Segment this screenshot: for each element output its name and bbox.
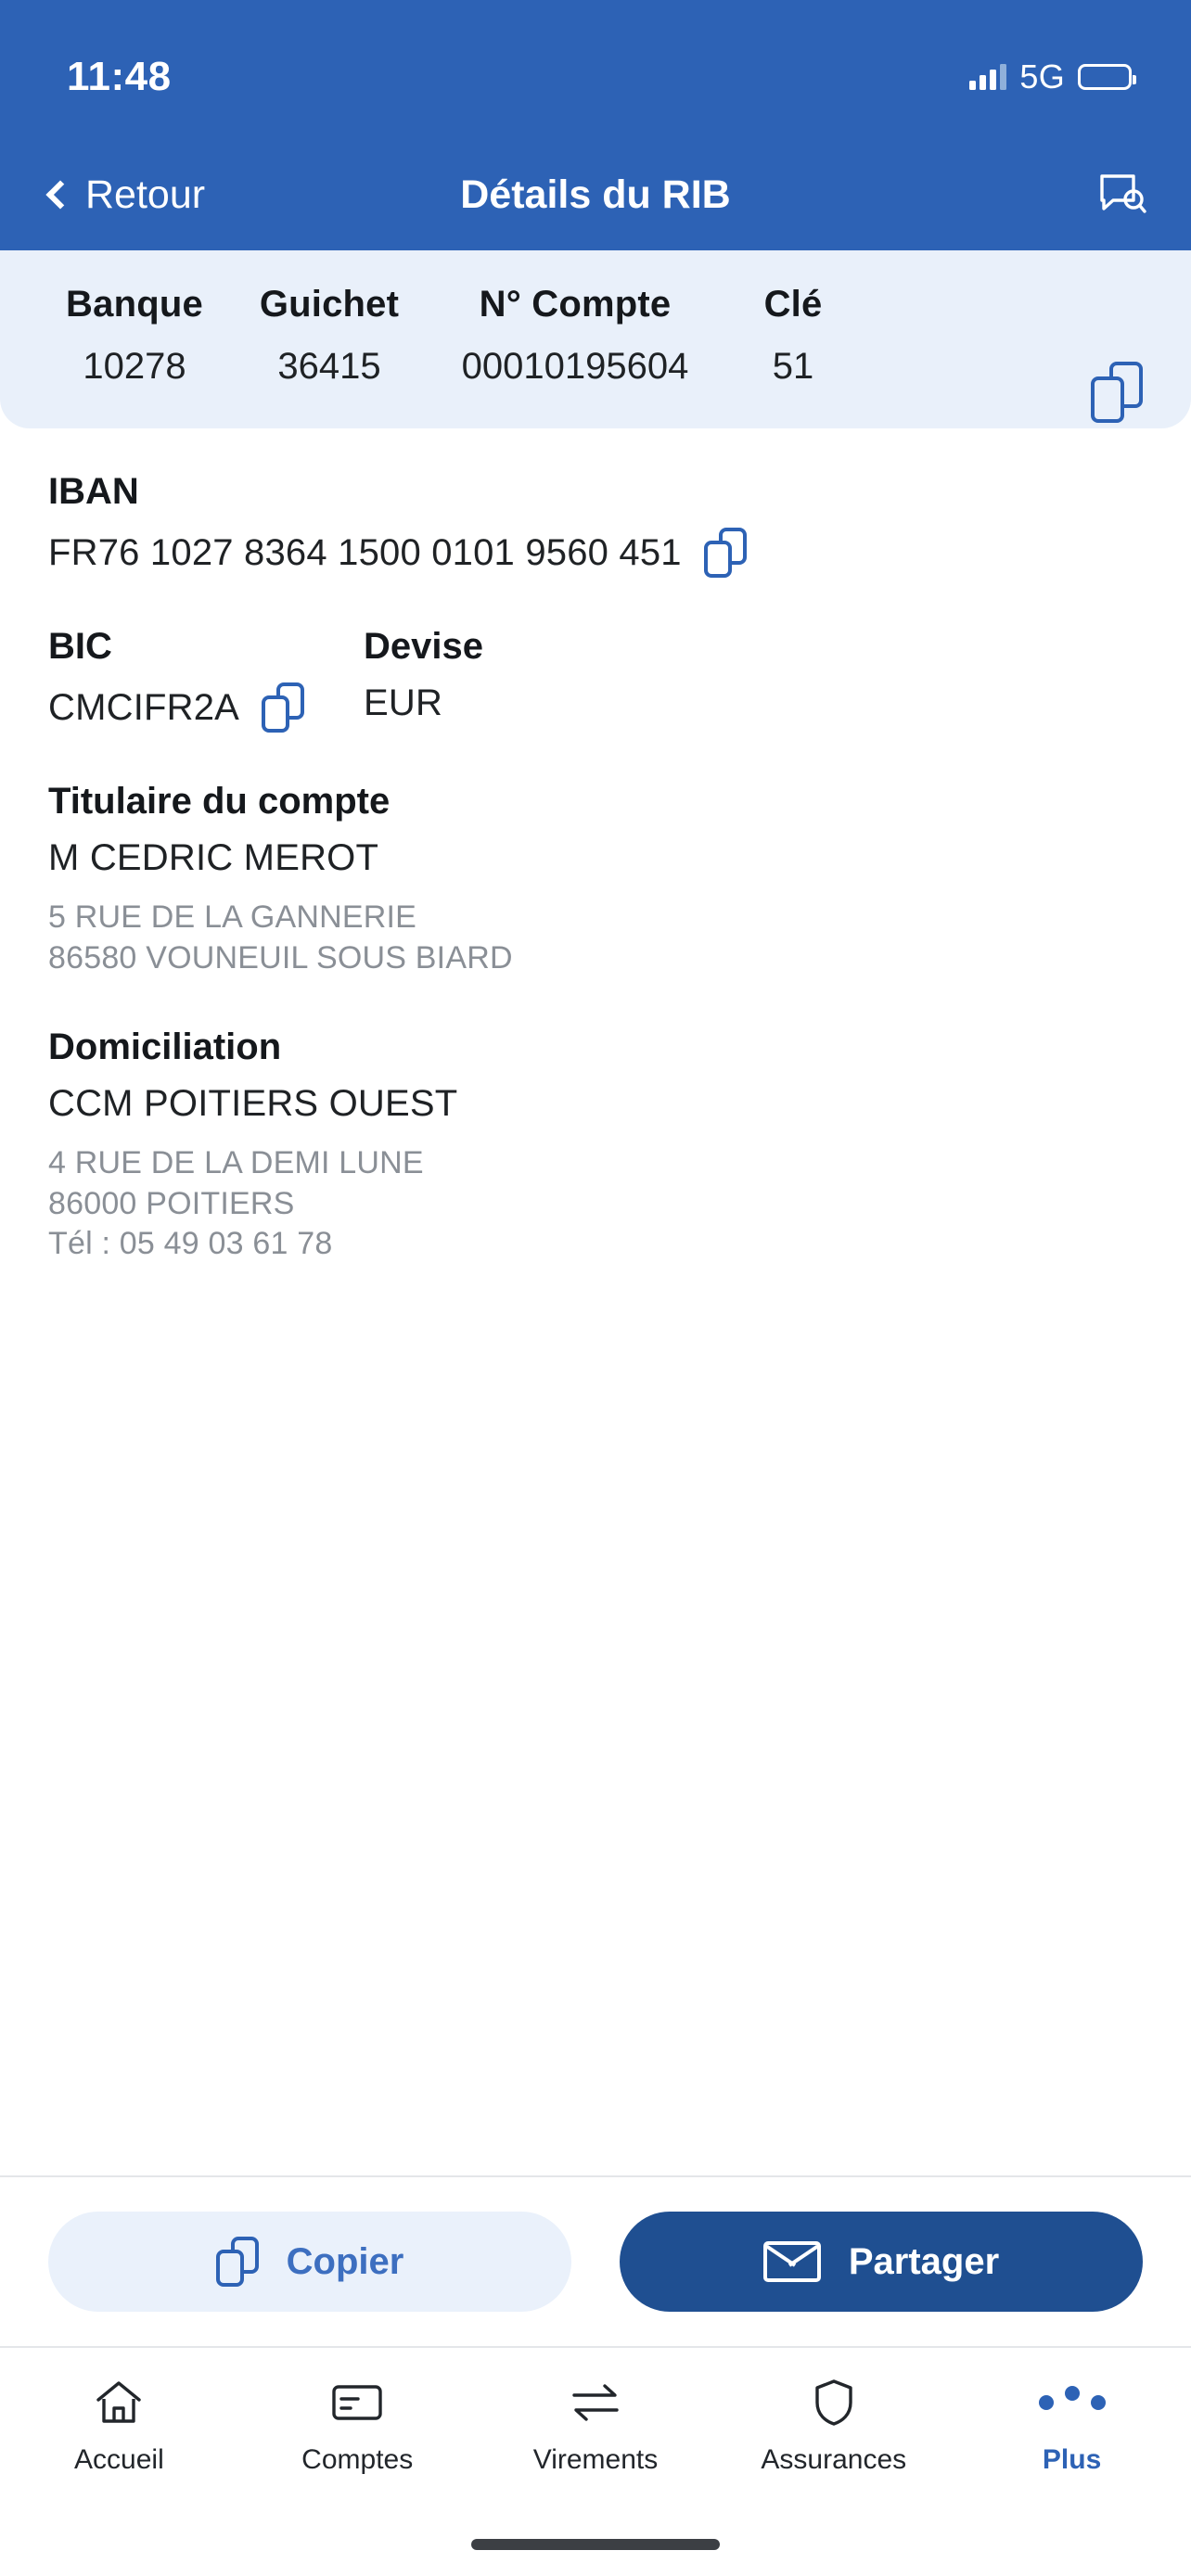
copy-button-label: Copier [286,2240,404,2282]
bic-field [48,626,364,733]
rib-columns [37,284,1154,388]
message-search-button[interactable] [1098,172,1146,218]
message-search-icon [1098,172,1146,218]
copy-bic-button[interactable] [262,682,304,733]
rib-summary-card [0,250,1191,428]
rib-value-guichet: 36415 [277,346,381,387]
back-button[interactable] [45,172,205,218]
envelope-icon [763,2241,821,2282]
iban-value: FR76 1027 8364 1500 0101 9560 451 [48,531,682,573]
more-dots-icon [1039,2376,1106,2429]
rib-header-banque: Banque [66,284,203,325]
tab-accueil[interactable] [0,2376,238,2476]
rib-value-compte: 00010195604 [461,346,689,387]
account-holder-field [48,781,1143,978]
account-holder-address-line-2: 86580 VOUNEUIL SOUS BIARD [48,939,513,976]
back-button-label: Retour [85,172,206,217]
page-title: Détails du RIB [460,172,731,217]
share-button[interactable] [620,2212,1143,2312]
account-holder-name: M CEDRIC MEROT [48,837,379,878]
bic-devise-row [48,626,1143,733]
tab-plus[interactable] [953,2376,1191,2476]
rib-value-banque: 10278 [83,346,186,387]
copy-iban-button[interactable] [704,528,747,578]
transfer-arrows-icon [569,2376,622,2429]
account-holder-address-line-1: 5 RUE DE LA GANNERIE [48,899,417,935]
rib-column-cle [724,284,863,388]
rib-header-cle: Clé [763,284,823,325]
devise-value: EUR [364,682,443,723]
branch-address-line-2: 86000 POITIERS [48,1185,295,1221]
status-time: 11:48 [67,54,172,99]
branch-field [48,1027,1143,1265]
bic-value: CMCIFR2A [48,686,240,728]
rib-column-banque [37,284,232,388]
status-indicators [969,57,1132,96]
devise-field [364,626,483,733]
signal-bars-icon [969,64,1006,90]
status-bar [0,0,1191,139]
card-icon [330,2376,384,2429]
branch-phone: Tél : 05 49 03 61 78 [48,1226,333,1262]
tab-comptes[interactable] [238,2376,477,2476]
navigation-bar [0,139,1191,250]
rib-details [0,428,1191,1265]
shield-icon [812,2376,856,2429]
tab-virements-label: Virements [532,2444,659,2475]
copy-icon [1091,362,1143,423]
tab-plus-label: Plus [1042,2444,1102,2475]
iban-label: IBAN [48,471,139,512]
tab-assurances-label: Assurances [761,2444,907,2475]
copy-icon [216,2237,259,2287]
copy-rib-button[interactable] [1091,362,1143,427]
share-button-label: Partager [848,2240,1000,2282]
rib-column-compte [427,284,724,388]
network-type-label: 5G [1019,57,1065,96]
iban-field [48,471,1143,578]
tab-virements[interactable] [477,2376,715,2476]
home-icon [94,2376,144,2429]
tab-comptes-label: Comptes [301,2444,414,2475]
tab-accueil-label: Accueil [74,2444,164,2475]
bottom-tab-bar [0,2346,1191,2576]
branch-label: Domiciliation [48,1027,282,1068]
chevron-left-icon [45,180,74,209]
action-bar [0,2175,1191,2346]
branch-name: CCM POITIERS OUEST [48,1083,458,1125]
copy-button[interactable] [48,2212,571,2312]
home-indicator [471,2539,720,2550]
rib-value-cle: 51 [772,346,814,387]
rib-column-guichet [232,284,427,388]
account-holder-label: Titulaire du compte [48,781,391,822]
rib-header-compte: N° Compte [479,284,672,325]
battery-low-icon [1078,64,1132,90]
rib-header-guichet: Guichet [259,284,400,325]
bic-label: BIC [48,626,112,667]
branch-address-line-1: 4 RUE DE LA DEMI LUNE [48,1145,424,1181]
tab-assurances[interactable] [714,2376,953,2476]
devise-label: Devise [364,626,483,667]
